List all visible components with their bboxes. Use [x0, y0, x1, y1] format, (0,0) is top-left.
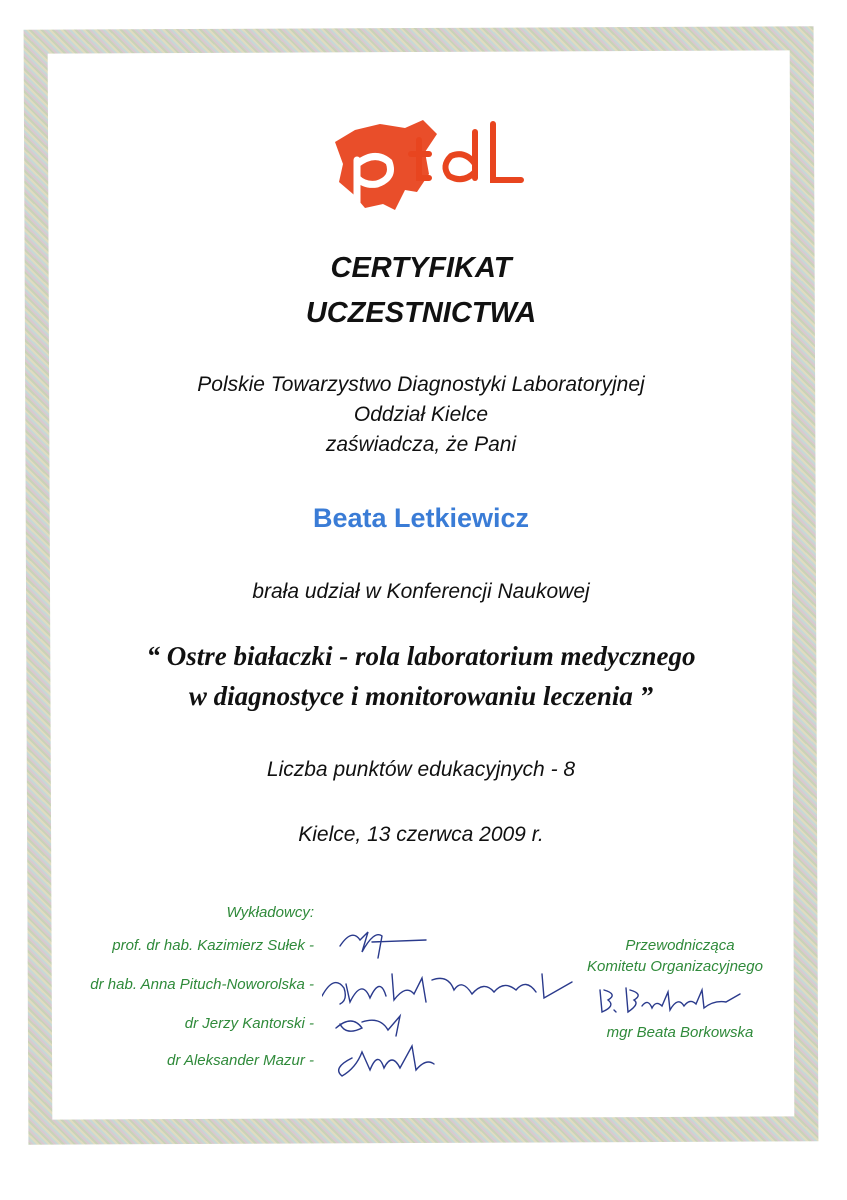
signature-kantorski — [336, 1016, 400, 1036]
organization-name: Polskie Towarzystwo Diagnostyki Laboratoryjnej — [197, 373, 645, 396]
lecturer-name: prof. dr hab. Kazimierz Sułek - — [112, 937, 314, 954]
recipient-name: Beata Letkiewicz — [312, 503, 530, 533]
conference-title-line2: w diagnostyce i monitorowaniu leczenia ” — [188, 681, 654, 711]
lecturers-heading: Wykładowcy: — [226, 904, 314, 921]
lecturer-name: dr Aleksander Mazur - — [167, 1052, 314, 1069]
committee-title-line2: Komitetu Organizacyjnego — [587, 958, 763, 975]
committee-title-line1: Przewodnicząca — [625, 937, 735, 954]
lecturer-name: dr hab. Anna Pituch-Noworolska - — [90, 976, 314, 993]
committee-chair-name: mgr Beata Borkowska — [606, 1024, 754, 1041]
place-and-date: Kielce, 13 czerwca 2009 r. — [298, 823, 544, 846]
chair-signature — [590, 982, 750, 1022]
certifies-text: zaświadcza, że Pani — [325, 433, 517, 456]
certificate-title-line2: UCZESTNICTWA — [305, 297, 537, 329]
lecturer-signatures — [322, 918, 582, 1078]
certificate-title-line1: CERTYFIKAT — [330, 252, 512, 284]
signature-mazur — [339, 1046, 434, 1076]
ptdl-logo — [325, 112, 530, 217]
signature-pituch-noworolska — [322, 974, 572, 1004]
lecturer-name: dr Jerzy Kantorski - — [184, 1015, 314, 1032]
conference-title-line1: “ Ostre białaczki - rola laboratorium medycznego — [146, 641, 696, 671]
education-points: Liczba punktów edukacyjnych - 8 — [266, 758, 576, 781]
organization-branch: Oddział Kielce — [353, 403, 489, 426]
participation-text: brała udział w Konferencji Naukowej — [252, 580, 590, 603]
signature-sulek — [340, 932, 426, 958]
